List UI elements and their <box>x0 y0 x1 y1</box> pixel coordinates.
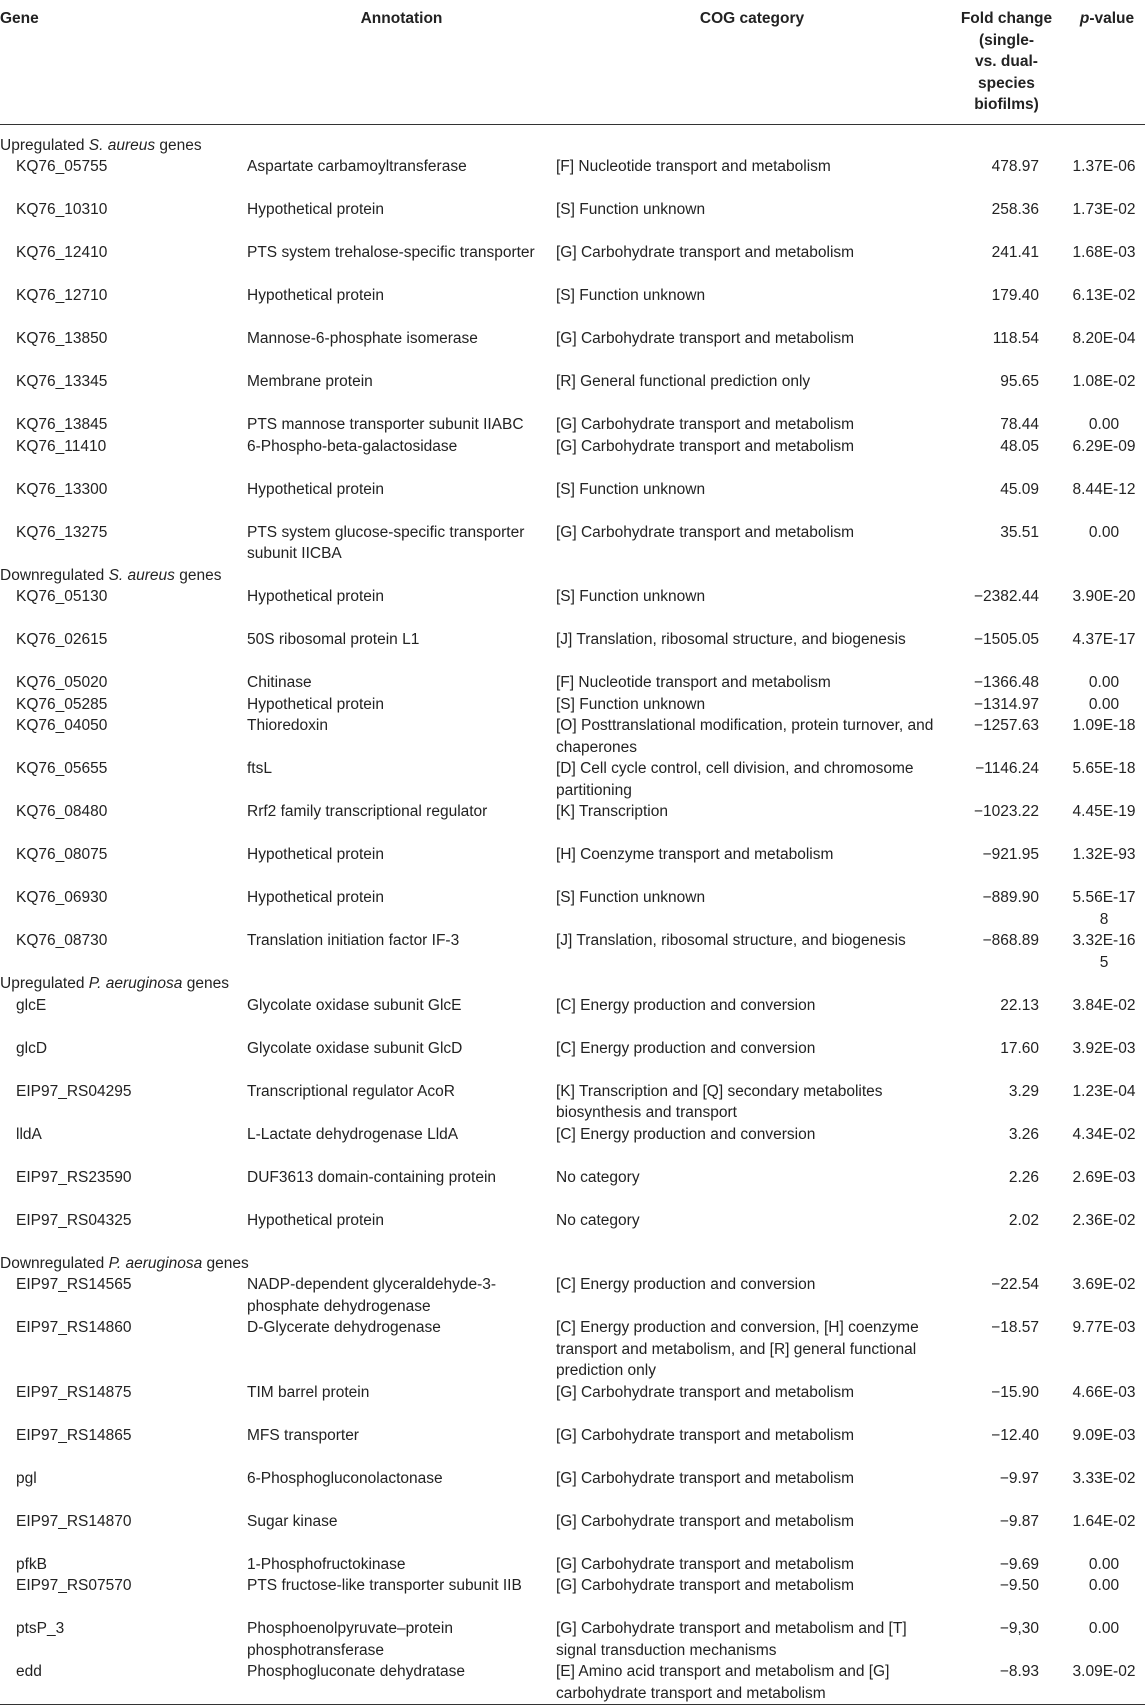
cog-category-cell: [S] Function unknown <box>556 480 706 498</box>
organism-name: S. aureus <box>88 136 156 154</box>
section-title: Downregulated P. aeruginosa genes <box>0 1254 249 1272</box>
gene-cell: KQ76_04050 <box>16 717 108 734</box>
annotation-cell: Transcriptional regulator AcoR <box>247 1082 455 1100</box>
annotation-cell: PTS mannose transporter subunit IIABC <box>247 416 524 433</box>
annotation-cell: PTS system trehalose-specific transporter <box>247 244 535 261</box>
p-value-cell: 1.32E-93 <box>1072 846 1136 863</box>
p-value-cell: 5.65E-18 <box>1072 760 1136 777</box>
table-row <box>0 1425 1145 1468</box>
annotation-cell: Chitinase <box>247 674 312 691</box>
annotation-cell: Hypothetical protein <box>247 889 384 906</box>
gene-cell: KQ76_13300 <box>16 480 108 498</box>
gene-cell: KQ76_02615 <box>16 631 108 648</box>
annotation-cell: 6-Phospho-beta-galactosidase <box>247 437 458 455</box>
fold-change-cell: −15.90 <box>991 1383 1039 1401</box>
annotation-cell: Membrane protein <box>247 373 373 390</box>
table-row <box>0 694 1145 716</box>
gene-cell: EIP97_RS14565 <box>16 1276 132 1293</box>
section-header-row <box>0 1253 1145 1275</box>
cog-category-cell: [G] Carbohydrate transport and metabolism <box>556 1469 855 1487</box>
cog-category-cell: [G] Carbohydrate transport and metabolism <box>556 244 855 261</box>
table-row <box>0 156 1145 199</box>
header-cog-category: COG category <box>556 0 948 124</box>
fold-change-cell: −9.97 <box>999 1469 1039 1487</box>
gene-cell: EIP97_RS14875 <box>16 1383 132 1401</box>
annotation-cell: Translation initiation factor IF-3 <box>247 932 460 949</box>
annotation-cell: L-Lactate dehydrogenase LldA <box>247 1125 459 1143</box>
p-value-cell: 3.90E-20 <box>1072 588 1136 605</box>
cog-category-cell: [G] Carbohydrate transport and metabolism <box>556 416 855 433</box>
p-value-cell: 0.00 <box>1088 523 1120 541</box>
p-value-cell: 1.73E-02 <box>1072 201 1136 218</box>
annotation-cell: D-Glycerate dehydrogenase <box>247 1319 441 1336</box>
annotation-cell: NADP-dependent glyceraldehyde-3-phosphate dehydrogenase <box>247 1276 497 1315</box>
annotation-cell: Sugar kinase <box>247 1512 338 1530</box>
p-value-cell: 3.84E-02 <box>1072 996 1136 1014</box>
table-row <box>0 1511 1145 1554</box>
annotation-cell: PTS fructose-like transporter subunit IIB <box>247 1577 522 1594</box>
table-row <box>0 1038 1145 1081</box>
p-value-cell: 2.69E-03 <box>1072 1168 1136 1186</box>
fold-change-cell: 17.60 <box>1000 1039 1039 1057</box>
table-row <box>0 672 1145 694</box>
table-row <box>0 479 1145 522</box>
table-row <box>0 522 1145 565</box>
p-value-cell: 3.09E-02 <box>1069 1661 1145 1705</box>
table-row <box>0 1575 1145 1618</box>
annotation-cell: ftsL <box>247 760 272 777</box>
gene-cell: KQ76_08480 <box>16 803 108 820</box>
p-value-cell: 1.64E-02 <box>1072 1512 1136 1530</box>
gene-cell: EIP97_RS14865 <box>16 1426 132 1444</box>
fold-change-cell: −868.89 <box>982 932 1039 949</box>
fold-change-cell: 35.51 <box>1000 523 1039 541</box>
organism-name: S. aureus <box>108 566 175 584</box>
table-row <box>0 436 1145 479</box>
gene-cell: EIP97_RS23590 <box>16 1168 132 1186</box>
table-row <box>0 242 1145 285</box>
cog-category-cell: [F] Nucleotide transport and metabolism <box>556 158 831 175</box>
fold-change-cell: 478.97 <box>991 158 1039 175</box>
gene-cell: lldA <box>16 1125 42 1143</box>
p-value-cell: 6.29E-09 <box>1072 437 1136 455</box>
table-row <box>0 930 1145 973</box>
cog-category-cell: [C] Energy production and conversion, [H] coenzyme transport and metabolism, and [R] general functional prediction only <box>556 1319 919 1379</box>
table-row <box>0 1618 1145 1661</box>
gene-cell: KQ76_13845 <box>16 416 108 433</box>
fold-change-cell: −1366.48 <box>973 674 1039 691</box>
cog-category-cell: [G] Carbohydrate transport and metabolism <box>556 523 855 541</box>
table-row <box>0 414 1145 436</box>
header-fold-change: Fold change (single- vs. dual- species biofilms) <box>948 0 1069 124</box>
gene-cell: KQ76_13275 <box>16 523 108 541</box>
organism-name: P. aeruginosa <box>88 975 183 992</box>
table-row <box>0 887 1145 930</box>
cog-category-cell: [S] Function unknown <box>556 695 706 713</box>
table-row <box>0 1382 1145 1425</box>
table-row <box>0 1124 1145 1167</box>
annotation-cell: Hypothetical protein <box>247 695 384 713</box>
header-row <box>0 0 1145 124</box>
p-value-cell: 3.69E-02 <box>1072 1276 1136 1293</box>
fold-change-cell: 179.40 <box>991 287 1039 304</box>
cog-category-cell: [O] Posttranslational modification, protein turnover, and chaperones <box>556 717 934 756</box>
section-title: Downregulated S. aureus genes <box>0 566 222 584</box>
p-value-cell: 0.00 <box>1088 1620 1120 1637</box>
gene-cell: EIP97_RS04295 <box>16 1082 132 1100</box>
gene-cell: KQ76_05655 <box>16 760 108 777</box>
p-value-cell: 4.66E-03 <box>1072 1383 1136 1401</box>
cog-category-cell: [G] Carbohydrate transport and metabolism and [T] signal transduction mechanisms <box>556 1620 907 1659</box>
cog-category-cell: [J] Translation, ribosomal structure, and biogenesis <box>556 631 906 648</box>
p-value-cell: 0.00 <box>1088 1555 1120 1573</box>
fold-change-cell: −1257.63 <box>973 717 1039 734</box>
cog-category-cell: [F] Nucleotide transport and metabolism <box>556 674 831 691</box>
annotation-cell: 1-Phosphofructokinase <box>247 1555 406 1573</box>
p-value-cell: 4.34E-02 <box>1072 1125 1136 1143</box>
p-value-cell: 9.77E-03 <box>1072 1319 1136 1336</box>
gene-cell: KQ76_06930 <box>16 889 108 906</box>
gene-cell: KQ76_08075 <box>16 846 108 863</box>
gene-cell: KQ76_12410 <box>16 244 108 261</box>
cog-category-cell: [G] Carbohydrate transport and metabolism <box>556 437 855 455</box>
p-value-cell: 4.37E-17 <box>1072 631 1136 648</box>
p-value-cell: 1.09E-18 <box>1072 717 1136 734</box>
table-row <box>0 1274 1145 1317</box>
p-value-cell: 3.92E-03 <box>1072 1039 1136 1057</box>
annotation-cell: Glycolate oxidase subunit GlcD <box>247 1039 463 1057</box>
annotation-cell: Hypothetical protein <box>247 846 384 863</box>
annotation-cell: Mannose-6-phosphate isomerase <box>247 330 478 347</box>
table-row <box>0 371 1145 414</box>
cog-category-cell: [G] Carbohydrate transport and metabolism <box>556 1426 855 1444</box>
cog-category-cell: [J] Translation, ribosomal structure, and biogenesis <box>556 932 906 949</box>
annotation-cell: Thioredoxin <box>247 717 328 734</box>
section-header-row <box>0 565 1145 587</box>
annotation-cell: Rrf2 family transcriptional regulator <box>247 803 488 820</box>
fold-change-cell: 2.02 <box>1008 1211 1039 1229</box>
table-row <box>0 1468 1145 1511</box>
cog-category-cell: [H] Coenzyme transport and metabolism <box>556 846 834 863</box>
fold-change-cell: −2382.44 <box>973 588 1039 605</box>
table-row <box>0 1554 1145 1576</box>
p-value-cell: 1.23E-04 <box>1072 1082 1136 1100</box>
table-row <box>0 1210 1145 1253</box>
cog-category-cell: [K] Transcription and [Q] secondary metabolites biosynthesis and transport <box>556 1082 883 1121</box>
table-row <box>0 844 1145 887</box>
fold-change-cell: 258.36 <box>991 201 1039 218</box>
table-row <box>0 995 1145 1038</box>
section-header-row <box>0 973 1145 995</box>
cog-category-cell: No category <box>556 1168 640 1186</box>
p-value-cell: 1.68E-03 <box>1072 244 1136 261</box>
p-value-cell: 3.32E-165 <box>1072 932 1136 971</box>
gene-cell: KQ76_05020 <box>16 674 108 691</box>
table-row <box>0 1317 1145 1382</box>
annotation-cell: Phosphogluconate dehydratase <box>247 1661 556 1705</box>
annotation-cell: Aspartate carbamoyltransferase <box>247 158 467 175</box>
fold-change-cell: −1023.22 <box>973 803 1039 820</box>
p-value-cell: 1.08E-02 <box>1072 373 1136 390</box>
cog-category-cell: [R] General functional prediction only <box>556 373 811 390</box>
table-row <box>0 1081 1145 1124</box>
gene-cell: KQ76_05130 <box>16 588 108 605</box>
gene-cell: KQ76_13850 <box>16 330 108 347</box>
p-value-cell: 9.09E-03 <box>1072 1426 1136 1444</box>
fold-change-cell: −9,30 <box>999 1620 1039 1637</box>
fold-change-cell: 241.41 <box>991 244 1039 261</box>
header-gene: Gene <box>0 0 247 124</box>
p-value-cell: 6.13E-02 <box>1072 287 1136 304</box>
p-value-cell: 0.00 <box>1088 674 1120 691</box>
fold-change-cell: 78.44 <box>1000 416 1039 433</box>
annotation-cell: Hypothetical protein <box>247 588 384 605</box>
table-row <box>0 1661 1145 1705</box>
table-row <box>0 199 1145 242</box>
fold-change-cell: −18.57 <box>991 1319 1039 1336</box>
table-row <box>0 715 1145 758</box>
fold-change-cell: −1314.97 <box>973 695 1039 713</box>
section-header-row <box>0 124 1145 156</box>
cog-category-cell: [S] Function unknown <box>556 889 706 906</box>
annotation-cell: Hypothetical protein <box>247 201 384 218</box>
fold-change-cell: 22.13 <box>1000 996 1039 1014</box>
p-value-cell: 1.37E-06 <box>1072 158 1136 175</box>
gene-cell: KQ76_10310 <box>16 201 108 218</box>
table-row <box>0 586 1145 629</box>
cog-category-cell: [S] Function unknown <box>556 588 706 605</box>
gene-cell: KQ76_05755 <box>16 158 108 175</box>
section-title: Upregulated S. aureus genes <box>0 136 202 154</box>
annotation-cell: Hypothetical protein <box>247 1211 384 1229</box>
p-value-cell: 8.20E-04 <box>1072 330 1136 347</box>
gene-cell: EIP97_RS07570 <box>16 1577 132 1594</box>
p-value-cell: 3.33E-02 <box>1072 1469 1136 1487</box>
p-value-cell: 0.00 <box>1088 695 1120 713</box>
fold-change-cell: 3.26 <box>1008 1125 1039 1143</box>
gene-cell: pfkB <box>16 1555 48 1573</box>
annotation-cell: Hypothetical protein <box>247 287 384 304</box>
gene-cell: pgl <box>16 1469 37 1487</box>
cog-category-cell: [E] Amino acid transport and metabolism and [G] carbohydrate transport and metabolism <box>556 1661 948 1705</box>
fold-change-cell: 45.09 <box>1000 480 1039 498</box>
table-row <box>0 801 1145 844</box>
fold-change-cell: 3.29 <box>1008 1082 1039 1100</box>
gene-cell: EIP97_RS14860 <box>16 1319 132 1336</box>
fold-change-cell: −8.93 <box>948 1661 1069 1705</box>
fold-change-cell: −889.90 <box>982 889 1039 906</box>
cog-category-cell: [G] Carbohydrate transport and metabolism <box>556 1383 855 1401</box>
fold-change-cell: −9.50 <box>999 1577 1039 1594</box>
gene-cell: KQ76_13345 <box>16 373 108 390</box>
cog-category-cell: No category <box>556 1211 640 1229</box>
table-row <box>0 328 1145 371</box>
gene-cell: KQ76_11410 <box>16 437 107 455</box>
cog-category-cell: [S] Function unknown <box>556 287 706 304</box>
annotation-cell: TIM barrel protein <box>247 1383 370 1401</box>
cog-category-cell: [K] Transcription <box>556 803 668 820</box>
fold-change-cell: −9.69 <box>999 1555 1039 1573</box>
gene-cell: glcE <box>16 996 47 1014</box>
p-value-cell: 0.00 <box>1088 416 1120 433</box>
cog-category-cell: [C] Energy production and conversion <box>556 996 816 1014</box>
section-title: Upregulated P. aeruginosa genes <box>0 975 229 992</box>
table-row <box>0 758 1145 801</box>
fold-change-cell: −22.54 <box>991 1276 1039 1293</box>
gene-cell: ptsP_3 <box>16 1620 65 1637</box>
gene-cell: EIP97_RS04325 <box>16 1211 132 1229</box>
annotation-cell: Hypothetical protein <box>247 480 384 498</box>
fold-change-cell: 48.05 <box>1000 437 1039 455</box>
table-body <box>0 124 1145 1705</box>
fold-change-cell: −9.87 <box>999 1512 1039 1530</box>
p-value-cell: 8.44E-12 <box>1072 480 1136 498</box>
annotation-cell: PTS system glucose-specific transporter subunit IICBA <box>247 523 525 562</box>
fold-change-cell: 2.26 <box>1008 1168 1039 1186</box>
cog-category-cell: [C] Energy production and conversion <box>556 1276 816 1293</box>
cog-category-cell: [C] Energy production and conversion <box>556 1039 816 1057</box>
p-value-cell: 2.36E-02 <box>1072 1211 1136 1229</box>
table-row <box>0 1167 1145 1210</box>
gene-cell: KQ76_12710 <box>16 287 108 304</box>
fold-change-cell: −12.40 <box>991 1426 1039 1444</box>
annotation-cell: DUF3613 domain-containing protein <box>247 1168 497 1186</box>
fold-change-cell: −1146.24 <box>975 760 1039 777</box>
p-value-cell: 5.56E-178 <box>1072 889 1136 928</box>
cog-category-cell: [G] Carbohydrate transport and metabolism <box>556 1512 855 1530</box>
header-annotation: Annotation <box>247 0 556 124</box>
gene-cell: KQ76_05285 <box>16 695 108 713</box>
annotation-cell: Glycolate oxidase subunit GlcE <box>247 996 462 1014</box>
fold-change-cell: 95.65 <box>1000 373 1039 390</box>
table-header <box>0 0 1145 124</box>
gene-cell: glcD <box>16 1039 48 1057</box>
fold-change-cell: 118.54 <box>992 330 1039 347</box>
gene-cell: KQ76_08730 <box>16 932 108 949</box>
cog-category-cell: [G] Carbohydrate transport and metabolism <box>556 330 855 347</box>
table-row <box>0 629 1145 672</box>
annotation-cell: Phosphoenolpyruvate–protein phosphotransferase <box>247 1620 453 1659</box>
annotation-cell: 6-Phosphogluconolactonase <box>247 1469 443 1487</box>
annotation-cell: MFS transporter <box>247 1426 359 1444</box>
fold-change-cell: −1505.05 <box>973 631 1039 648</box>
cog-category-cell: [G] Carbohydrate transport and metabolism <box>556 1577 855 1594</box>
annotation-cell: 50S ribosomal protein L1 <box>247 631 420 648</box>
gene-cell: EIP97_RS14870 <box>16 1512 132 1530</box>
organism-name: P. aeruginosa <box>108 1254 203 1272</box>
gene-cell: edd <box>0 1661 247 1705</box>
cog-category-cell: [G] Carbohydrate transport and metabolism <box>556 1555 855 1573</box>
cog-category-cell: [D] Cell cycle control, cell division, and chromosome partitioning <box>556 760 914 799</box>
fold-change-cell: −921.95 <box>982 846 1039 863</box>
table-row <box>0 285 1145 328</box>
header-p-value: p-value <box>1069 0 1145 124</box>
cog-category-cell: [S] Function unknown <box>556 201 706 218</box>
p-value-cell: 4.45E-19 <box>1072 803 1136 820</box>
p-value-cell: 0.00 <box>1088 1577 1120 1594</box>
cog-category-cell: [C] Energy production and conversion <box>556 1125 816 1143</box>
